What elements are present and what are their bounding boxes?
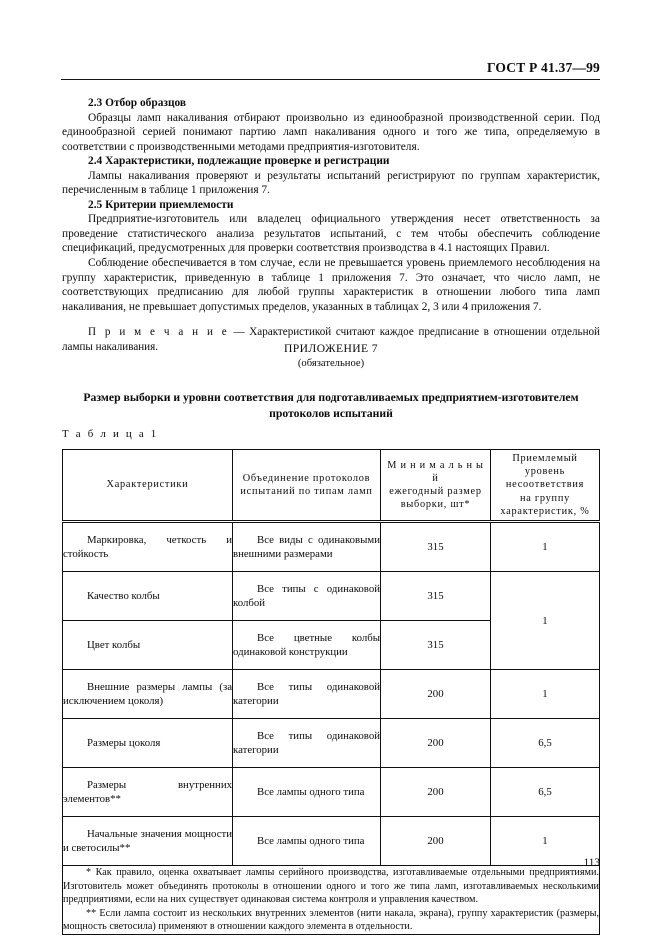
header-rule: [61, 79, 600, 80]
table-row: [63, 768, 600, 817]
column-header-acceptable-level-line-1: Приемлемый уровень: [512, 453, 578, 478]
column-header-characteristics: [63, 450, 233, 522]
table-row: [63, 522, 600, 572]
cell-grouping: Все виды с одинаковыми внешними размерами: [233, 522, 381, 572]
table-head: [63, 450, 600, 522]
appendix-designation: [62, 341, 600, 371]
footnote-single-asterisk: * Как правило, оценка охватывает лампы серийного производства, изготавливаемые отдельными предприятиями. Изготовитель может объединять протоколы в отношении одного и того же типа ламп, изготавливаемых несколькими предприятиями, если на них существует одинаковая система контроля и управления качеством.: [63, 867, 599, 906]
table-row: [63, 670, 600, 719]
page-number: 113: [583, 857, 600, 869]
cell-characteristic: Внешние размеры лампы (за исключением цоколя): [63, 670, 233, 719]
cell-acceptable-level: 1: [491, 817, 600, 866]
running-header-standard-id: ГОСТ Р 41.37—99: [486, 60, 600, 75]
cell-sample-size: 315: [381, 572, 491, 621]
cell-grouping: Все типы с одинаковой колбой: [233, 572, 381, 621]
cell-grouping: Все цветные колбы одинаковой конструкции: [233, 621, 381, 670]
appendix-title-line-2: протоколов испытаний: [269, 407, 393, 421]
column-header-sample-size: [381, 450, 491, 522]
sampling-requirements-table: [62, 449, 600, 935]
cell-sample-size: 200: [381, 719, 491, 768]
appendix-kind: (обязательное): [297, 358, 365, 369]
column-header-sample-size-line-2: ежегодный размер: [389, 486, 482, 497]
appendix-title: [62, 390, 600, 422]
cell-grouping: Все типы одинаковой категории: [233, 670, 381, 719]
clause-heading-2-4: 2.4 Характеристики, подлежащие проверке и регистрации: [88, 155, 390, 168]
cell-acceptable-level-merged: 1: [491, 572, 600, 670]
cell-acceptable-level: 1: [491, 522, 600, 572]
cell-characteristic: Цвет колбы: [63, 621, 233, 670]
table-body: [63, 522, 600, 935]
column-header-sample-size-line-1: М и н и м а л ь н ы й: [387, 459, 484, 484]
table-row: [63, 572, 600, 621]
cell-characteristic: Начальные значения мощности и светосилы**: [63, 817, 233, 866]
clause-heading-2-3: 2.3 Отбор образцов: [88, 97, 187, 109]
body-text-block: [62, 96, 600, 354]
table-footnotes: [63, 866, 600, 935]
clause-2-3-paragraph-1: Образцы ламп накаливания отбирают произвольно из единообразной производственной серии. Под единообразной серией понимают партию ламп накаливания одного и того же типа, определяемую в соответствии с производственными методами предприятия-изготовителя.: [62, 111, 600, 153]
cell-characteristic: Размеры внутренних элементов**: [63, 768, 233, 817]
cell-acceptable-level: 6,5: [491, 719, 600, 768]
cell-grouping: Все лампы одного типа: [233, 817, 381, 866]
table-row: [63, 817, 600, 866]
table-caption: Т а б л и ц а 1: [62, 428, 159, 440]
cell-grouping: Все лампы одного типа: [233, 768, 381, 817]
cell-sample-size: 200: [381, 768, 491, 817]
appendix-name: ПРИЛОЖЕНИЕ 7: [284, 342, 378, 355]
cell-characteristic: Размеры цоколя: [63, 719, 233, 768]
table-row: [63, 719, 600, 768]
column-header-sample-size-line-3: выборки, шт*: [400, 499, 471, 511]
cell-characteristic: Маркировка, четкость и стойкость: [63, 522, 233, 572]
cell-acceptable-level: 6,5: [491, 768, 600, 817]
cell-characteristic: Качество колбы: [63, 572, 233, 621]
cell-sample-size: 315: [381, 621, 491, 670]
column-header-characteristics-line-1: Характеристики: [106, 479, 189, 491]
clause-2-5-paragraph-2: Соблюдение обеспечивается в том случае, если не превышается уровень приемлемого несоблюдения на группу характеристик, приведенную в таблице 1 приложения 7. Это означает, что число ламп, не соответствующих предписанию для любой группы характеристик в отношении любого типа ламп накаливания, не превышает допустимых пределов, указанных в таблицах 2, 3 или 4 приложения 7.: [62, 257, 600, 313]
column-header-grouping-line-2: испытаний по типам ламп: [240, 486, 373, 497]
column-header-acceptable-level-line-2: несоответствия: [505, 479, 585, 491]
table-footnotes-row: [63, 866, 600, 935]
note-text: Характеристикой считают каждое предписание в отношении отдельной лампы накаливания.: [62, 326, 600, 353]
column-header-acceptable-level-line-4: характеристик, %: [500, 505, 590, 517]
footnote-double-asterisk: ** Если лампа состоит из нескольких внутренних элементов (нити накала, экрана), группу характеристик (размеры, мощность светосила) применяют в отношении каждого элемента в отдельности.: [63, 907, 599, 933]
cell-sample-size: 315: [381, 522, 491, 572]
cell-acceptable-level: 1: [491, 670, 600, 719]
clause-2-4-paragraph-1: Лампы накаливания проверяют и результаты испытаний регистрируют по группам характеристик, перечисленным в таблице 1 приложения 7.: [62, 169, 600, 197]
column-header-grouping: [233, 450, 381, 522]
column-header-acceptable-level-line-3: на группу: [520, 492, 570, 504]
column-header-grouping-line-1: Объединение протоколов: [242, 472, 371, 484]
cell-sample-size: 200: [381, 817, 491, 866]
note-label: П р и м е ч а н и е: [88, 326, 229, 339]
cell-sample-size: 200: [381, 670, 491, 719]
appendix-title-line-1: Размер выборки и уровни соответствия для подготавливаемых предприятием-изготовителем: [83, 391, 579, 404]
table-header-row: [63, 450, 600, 522]
column-header-acceptable-level: [491, 450, 600, 522]
clause-2-5-paragraph-1: Предприятие-изготовитель или владелец официального утверждения несет ответственность за проведение статистического анализа результатов испытаний, с тем чтобы обеспечить соблюдение спецификаций, предусмотренных для проверки соответствия производства в 4.1 настоящих Правил.: [62, 213, 600, 255]
note-dash: —: [228, 326, 250, 339]
clause-heading-2-5: 2.5 Критерии приемлемости: [88, 198, 234, 211]
cell-grouping: Все типы одинаковой категории: [233, 719, 381, 768]
